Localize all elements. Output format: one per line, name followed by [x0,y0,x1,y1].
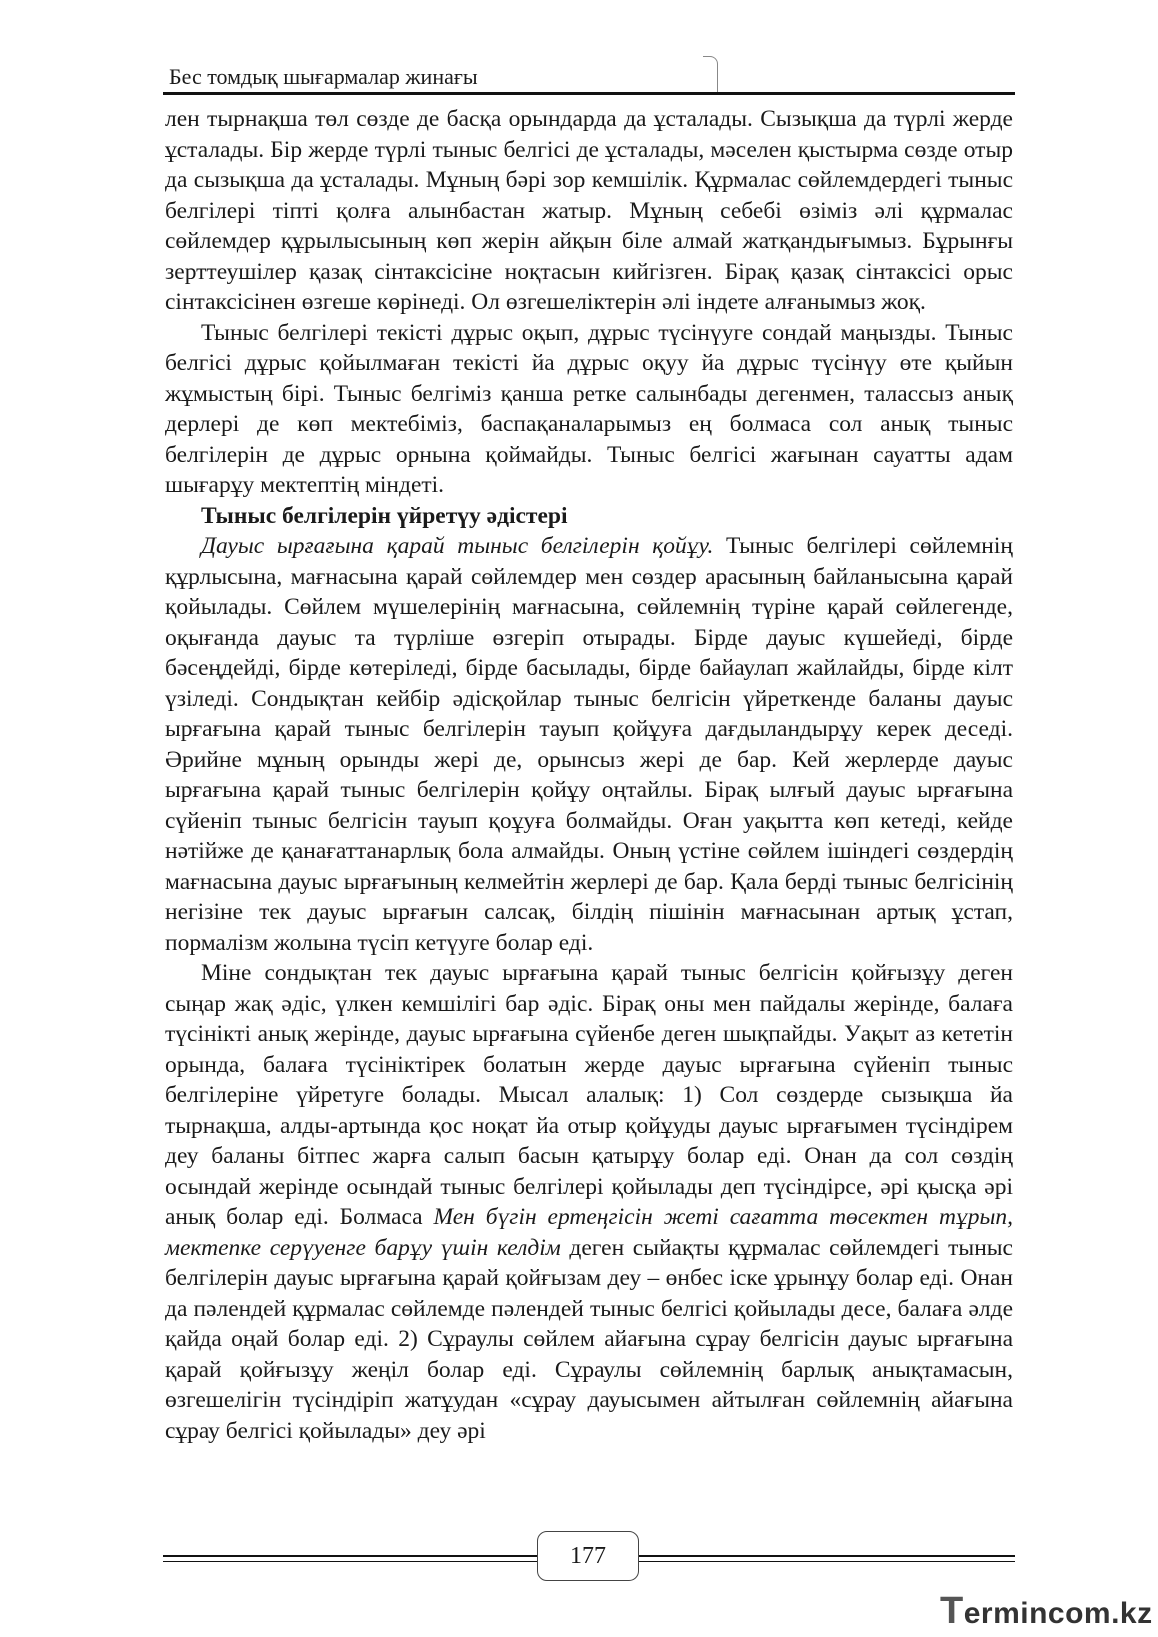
footer-rule-left [163,1555,543,1562]
paragraph [165,958,1013,1446]
watermark-text: ermincom.kz [963,1597,1153,1630]
page-footer [163,1531,1015,1583]
main-text [165,104,1013,1446]
paragraph-text: Міне сондықтан тек дауыс ырғағына қарай тыныс белгісін қойғызұу деген сыңар жақ әдіс, үлкен кемшілігі бар әдіс. Бірақ оны мен пайдалы жерінде, балаға түсінікті анық жерінде, дауыс ырғағына сүйенбе деген шықпайды. Уақыт аз кететін орында, балаға түсініктірек болатын жерде дауыс ырғағына сүйеніп тыныс белгілеріне үйретуге болады. Мысал алалық: 1) Сол сөздерде сызықша йа тырнақша, алды-артында қос ноқат йа отыр қойұуды дауыс ырғағымен түсіндірем деу баланы бітпес жарға салып басын қатырұу болар еді. Онан да сол сөздің осындай жерінде осындай тыныс белгілері қойылады деп түсіндірсе, әрі қысқа әрі анық болар еді. Болмаса [165,960,1013,1230]
paragraph-text: Тыныс белгілері сөйлемнің құрлысына, мағнасына қарай сөйлемдер мен сөздер арасының байланысына қарай қойылады. Сөйлем мүшелерінің мағнасына, сөйлемнің түріне қарай сөйлегенде, оқығанда дауыс та түрліше өзгеріп отырады. Бірде дауыс күшейеді, бірде бәсеңдейді, бірде көтеріледі, бірде басылады, бірде байаулап жайлайды, бірде кілт үзіледі. Сондықтан кейбір әдісқойлар тыныс белгісін үйреткенде баланы дауыс ырғағына қарай тыныс белгілерін тауып қойұуға дағдыландырұу керек деседі. Әрийне мұның орынды жері де, орынсыз жері де бар. Кей жерлерде дауыс ырғағына қарай тыныс белгілерін қойұу оңтайлы. Бірақ ылғый дауыс ырғағына сүйеніп тыныс белгісін тауып қоұуға болмайды. Оған уақытта көп кетеді, кейде нәтійже де қанағаттанарлық бола алмайды. Оның үстіне сөйлем ішіндегі сөздердің мағнасына дауыс ырғағының келмейтін жерлері де бар. Қала берді тыныс белгісінің негізіне тек дауыс ырғағын салсақ, білдің пішінін мағнасынан артық ұстап, пормалізм жолына түсіп кетүуге болар еді. [165,533,1013,956]
page-number: 177 [570,1543,606,1569]
page-header [163,54,1015,94]
running-title: Бес томдық шығармалар жинағы [169,64,478,89]
watermark-letter: T [940,1590,964,1632]
header-bracket-decoration [703,56,718,93]
paragraph [165,531,1013,958]
paragraph: Тыныс белгілері текісті дұрыс оқып, дұрыс түсінүуге сондай маңызды. Тыныс белгісі дұрыс қойылмаған текісті йа дұрыс оқуу йа дұрыс түсінүу өте қыйын жұмыстың бірі. Тыныс белгіміз қанша ретке салынбады дегенмен, таласcыз анық дерлері де көп мектебіміз, баспақаналарымыз ең болмаса сол анық тыныс белгілерін де дұрыс орнына қоймайды. Тыныс белгісі жағынан сауатты адам шығарұу мектептің міндеті. [165,319,1013,498]
page-number-box [537,1531,639,1581]
footer-rule-right [633,1555,1015,1562]
site-watermark [940,1590,1153,1633]
section-heading: Тыныс белгілерін үйретүу әдістері [201,502,568,529]
italic-lead: Дауыс ырғағына қарай тыныс белгілерін қойұу. [201,533,714,559]
header-rule [163,92,1015,95]
paragraph: лен тырнақша төл сөзде де басқа орындарда да ұсталады. Сызықша да түрлі жерде ұсталады. Бір жерде түрлі тыныс белгісі де ұсталады, мәселен қыстырма сөзде отыр да сызықша да ұсталады. Мұның бәрі зор кемшілік. Құрмалас сөйлемдердегі тыныс белгілері тіпті қолға алынбастан жатыр. Мұның себебі өзіміз әлі құрмалас сөйлемдер құрылысының көп жерін айқын біле алмай жатқандығымыз. Бұрынғы зерттеушілер қазақ сінтаксісіне ноқтасын кийгізген. Бірақ қазақ сінтаксісі орыс сінтаксісінен өзгеше көрінеді. Ол өзгешеліктерін әлі індете алғанымыз жоқ. [165,106,1013,315]
italic-example: Мен бүгін ертеңгісін жеті сағатта төсектен тұрып, мектепке серүуенге барұу үшін келдім [165,1204,1013,1261]
paragraph-text: деген сыйақты құрмалас сөйлемдегі тыныс белгілерін дауыс ырғағына қарай қойғызам деу – өнбес іске ұрынұу болар еді. Онан да пәлендей құрмалас сөйлемде пәлендей тыныс белгісі қойылады десе, балаға әлде қайда оңай болар еді. 2) Сұраулы сөйлем айағына сұрау белгісін дауыс ырғағына қарай қойғызұу жеңіл болар еді. Сұраулы сөйлемнің барлық анықтамасын, өзгешелігін түсіндіріп жатұудан «сұрау дауысымен айтылған сөйлемнің айағына сұрау белгісі қойылады» деу әрі [165,1234,1013,1444]
